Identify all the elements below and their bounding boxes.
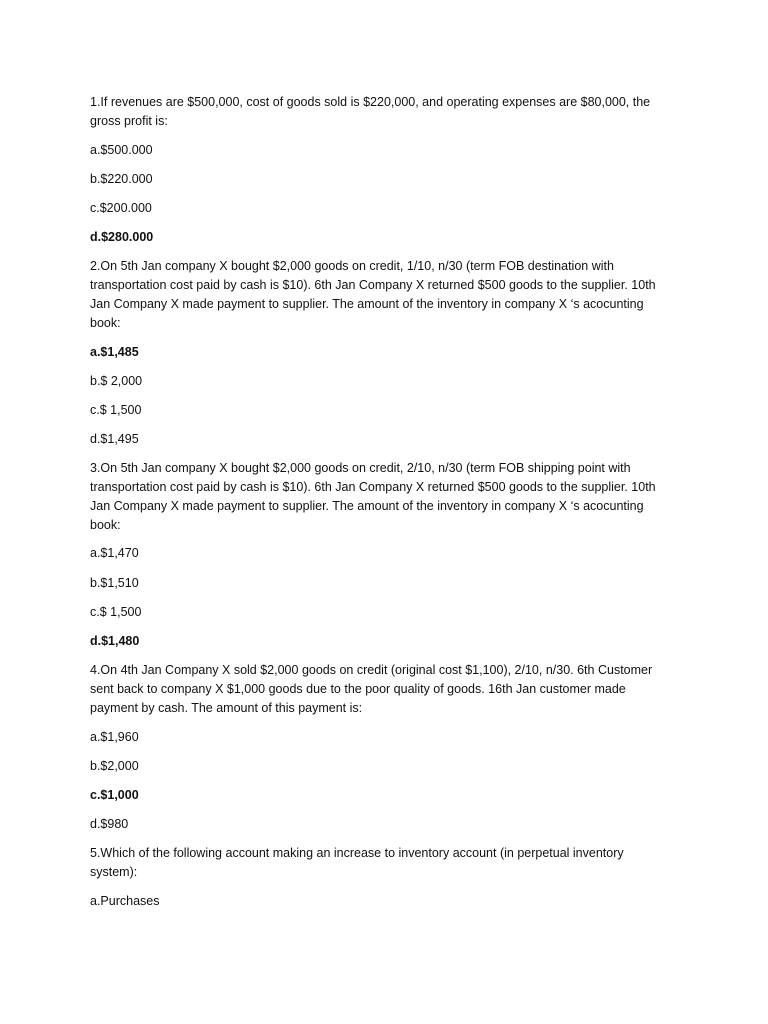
option-a: a.$1,960: [90, 729, 139, 744]
option-b: b.$220.000: [90, 171, 153, 186]
option-c: c.$200.000: [90, 200, 152, 215]
option-a: a.Purchases: [90, 893, 160, 908]
question-text: 3.On 5th Jan company X bought $2,000 goods on credit, 2/10, n/30 (term FOB shipping point with transportation cost paid by cash is $10). 6th Jan Company X returned $500 goods to the supplier. 10th Jan Company X made payment to supplier. The amount of the inventory in company X ‘s acocunting book:: [90, 461, 656, 532]
question-5: [90, 844, 670, 910]
option-a: a.$1,470: [90, 546, 139, 561]
option-b: b.$2,000: [90, 758, 139, 773]
option-a: a.$500.000: [90, 142, 153, 157]
question-4: [90, 661, 670, 834]
question-text: 4.On 4th Jan Company X sold $2,000 goods on credit (original cost $1,100), 2/10, n/30. 6th Customer sent back to company X $1,000 goods due to the poor quality of goods. 16th Jan customer made payment by cash. The amount of this payment is:: [90, 663, 653, 715]
question-1: [90, 93, 670, 247]
option-d: d.$1,495: [90, 432, 139, 447]
question-3: [90, 459, 670, 651]
option-c: c.$ 1,500: [90, 402, 142, 417]
option-b: b.$ 2,000: [90, 373, 143, 388]
option-d: d.$980: [90, 817, 129, 832]
option-b: b.$1,510: [90, 575, 139, 590]
document-page: [90, 93, 670, 921]
option-c: c.$ 1,500: [90, 604, 142, 619]
option-c-correct: c.$1,000: [90, 787, 139, 802]
question-2: [90, 257, 670, 449]
question-text: 2.On 5th Jan company X bought $2,000 goods on credit, 1/10, n/30 (term FOB destination with transportation cost paid by cash is $10). 6th Jan Company X returned $500 goods to the supplier. 10th Jan Company X made payment to supplier. The amount of the inventory in company X ‘s acocunting book:: [90, 259, 656, 330]
option-d-correct: d.$280.000: [90, 230, 154, 245]
question-text: 5.Which of the following account making an increase to inventory account (in perpetual inventory system):: [90, 846, 624, 880]
option-a-correct: a.$1,485: [90, 344, 139, 359]
option-d-correct: d.$1,480: [90, 634, 140, 649]
question-text: 1.If revenues are $500,000, cost of goods sold is $220,000, and operating expenses are $80,000, the gross profit is:: [90, 95, 651, 128]
